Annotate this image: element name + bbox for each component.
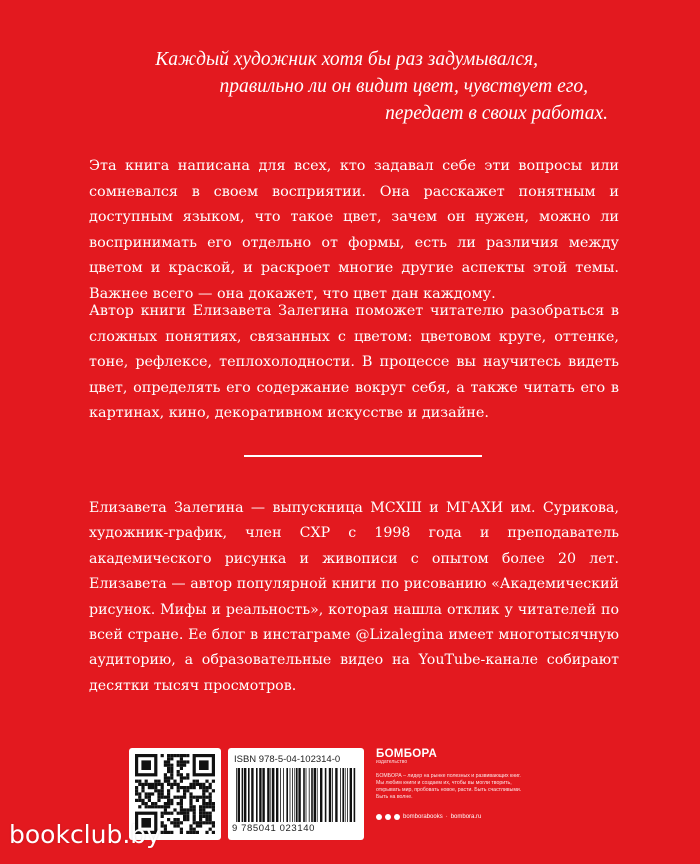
publisher-block (376, 748, 536, 840)
epigraph-line: передает в своих работах. (385, 103, 608, 124)
vk-icon (376, 814, 382, 820)
isbn-barcode-box (228, 748, 364, 840)
publisher-logo: БОМБОРА (376, 748, 438, 760)
publisher-subtitle: издательство (376, 759, 408, 765)
description-paragraph: Эта книга написана для всех, кто задавал себе эти вопросы или сомневался в своем восприятии. Она расскажет понятным и доступным языком, что такое цвет, зачем он нужен, можно ли воспринимать его отдельно от формы, есть ли различия между цветом и краской, и раскроет многие другие аспекты этой темы. Важнее всего — она докажет, что цвет дан каждому. (89, 158, 619, 302)
youtube-icon (394, 814, 400, 820)
publisher-social (376, 814, 481, 820)
publisher-website[interactable]: bombora.ru (450, 814, 482, 820)
separator-icon: · (445, 814, 448, 820)
description-paragraph: Автор книги Елизавета Залегина поможет читателю разобраться в сложных понятиях, связанных с цветом: цветовом круге, оттенке, тоне, рефлексе, теплохолодности. В процессе вы научитесь видеть цвет, определять его содержание вокруг себя, а также читать его в картинах, кино, декоративном искусстве и дизайне. (89, 303, 619, 422)
instagram-icon (385, 814, 391, 820)
epigraph-line: правильно ли он видит цвет, чувствует его, (219, 76, 588, 97)
watermark: bookclub.by (9, 820, 161, 849)
publisher-description: БОМБОРА – лидер на рынке полезных и развивающих книг. Мы любим книги и создаем их, чтобы вы могли творить, открывать мир, пробовать новое, расти. Быть счастливыми. Быть на волне. (376, 773, 522, 800)
social-handle: bomborabooks (403, 814, 443, 820)
ean-digits: 9 785041 023140 (232, 823, 315, 834)
epigraph (88, 46, 608, 127)
section-divider (244, 455, 482, 457)
epigraph-line: Каждый художник хотя бы раз задумывался, (155, 49, 538, 70)
isbn-label: ISBN 978-5-04-102314-0 (234, 754, 341, 765)
barcode-icon (234, 768, 358, 822)
author-bio-paragraph: Елизавета Залегина — выпускница МСХШ и МГАХИ им. Сурикова, художник-график, член СХР с 1998 года и преподаватель академического рисунка и живописи с опытом более 20 лет. Елизавета — автор популярной книги по рисованию «Академический рисунок. Мифы и реальность», которая нашла отклик у читателей по всей стране. Ее блог в инстаграме @Lizalegina имеет многотысячную аудиторию, а образовательные видео на YouTube-канале собирают десятки тысяч просмотров. (89, 500, 619, 694)
